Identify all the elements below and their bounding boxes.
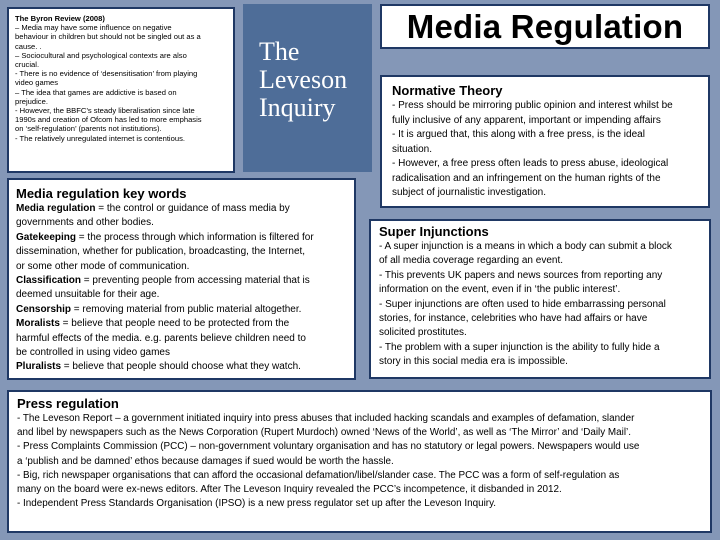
keyword-definition: = the control or guidance of mass media by	[95, 203, 290, 214]
byron-line: crucial.	[15, 60, 40, 70]
byron-line: - However, the BBFC’s steady liberalisation since late	[15, 106, 195, 116]
keyword-line: governments and other bodies.	[16, 217, 154, 229]
leveson-logo-text	[259, 38, 347, 122]
press-regulation-heading: Press regulation	[17, 396, 119, 411]
press-regulation-body	[17, 412, 702, 511]
byron-review-lines	[15, 23, 227, 143]
normative-line: situation.	[392, 143, 433, 155]
leveson-logo-line: The	[259, 37, 300, 66]
super-line: solicited prostitutes.	[379, 327, 467, 339]
super-injunctions-panel	[369, 219, 711, 379]
super-line: - A super injunction is a means in which a body can submit a block	[379, 241, 672, 252]
super-line: stories, for instance, celebrities who have had affairs or have	[379, 313, 648, 325]
press-regulation-panel	[7, 390, 712, 533]
normative-theory-panel	[380, 75, 710, 208]
press-line: and libel by newspapers such as the News Corporation (Rupert Murdoch) owned ‘News of the World’, as well as ‘The Mirror’ and ‘Daily Mail’.	[17, 427, 631, 439]
leveson-inquiry-logo	[243, 4, 372, 172]
press-line: - Big, rich newspaper organisations that can afford the occasional defamation/libel/slander case. The PCC was a form of self-regulation as	[17, 469, 620, 481]
byron-line: behaviour in children but should not be singled out as a	[15, 32, 201, 42]
keyword-line	[16, 202, 347, 216]
page-title-box	[380, 4, 710, 49]
leveson-logo-line: Inquiry	[259, 93, 336, 122]
keyword-line: harmful effects of the media. e.g. parents believe children need to	[16, 332, 306, 344]
keyword-line: or some other mode of communication.	[16, 260, 190, 272]
byron-line: - The relatively unregulated internet is contentious.	[15, 133, 185, 143]
normative-line: fully inclusive of any apparent, important or impending affairs	[392, 114, 661, 126]
byron-line: – The idea that games are addictive is based on	[15, 87, 177, 97]
keyword-line	[16, 360, 347, 374]
keyword-definition: = believe that people should choose what they watch.	[61, 361, 301, 373]
keyword-definition: = removing material from public material altogether.	[71, 303, 302, 315]
super-line: - This prevents UK papers and news sources from reporting any	[379, 269, 663, 281]
page-title: Media Regulation	[406, 8, 684, 45]
press-line: - Independent Press Standards Organisation (IPSO) is a new press regulator set up after the Leveson Inquiry.	[17, 498, 497, 510]
keyword-line: be controlled in using video games	[16, 347, 170, 359]
press-line: many on the board were ex-news editors. After The Leveson Inquiry revealed the PCC’s incompetence, it disbanded in 2012.	[17, 484, 562, 496]
normative-line: - It is argued that, this along with a free press, is the ideal	[392, 129, 645, 140]
super-line: - Super injunctions are often used to hide embarrassing personal	[379, 298, 666, 310]
normative-theory-body	[392, 99, 698, 201]
byron-line: video games	[15, 78, 59, 88]
byron-review-title: The Byron Review (2008)	[15, 14, 105, 23]
keyword-term: Moralists	[16, 318, 60, 330]
keyword-definition: = believe that people need to be protected from the	[59, 318, 290, 330]
key-words-body	[16, 202, 347, 375]
super-injunctions-body	[379, 240, 701, 370]
keyword-line	[16, 274, 347, 288]
super-line: story in this social media era is impossible.	[379, 356, 568, 368]
super-line: information on the event, even if in ‘the public interest’.	[379, 284, 621, 296]
press-line: - Press Complaints Commission (PCC) – non-government voluntary organisation and has no statutory or legal powers. Newspapers would use	[17, 441, 640, 453]
keyword-term: Pluralists	[16, 361, 62, 373]
keyword-line: deemed unsuitable for their age.	[16, 289, 160, 301]
byron-line: prejudice.	[15, 96, 48, 106]
normative-line: - Press should be mirroring public opinion and interest whilst be	[392, 100, 673, 111]
normative-line: subject of journalistic investigation.	[392, 187, 546, 198]
keyword-line: dissemination, whether for publication, broadcasting, the Internet,	[16, 246, 306, 258]
keyword-term: Gatekeeping	[16, 231, 77, 243]
key-words-heading: Media regulation key words	[16, 186, 187, 201]
byron-line: - There is no evidence of ‘desensitisation’ from playing	[15, 69, 198, 79]
byron-line: – Media may have some influence on negative	[15, 23, 172, 33]
keyword-line	[16, 303, 347, 317]
byron-line: on ‘self-regulation’ (parents not institutions).	[15, 124, 162, 134]
byron-line: 1990s and creation of Ofcom has led to more emphasis	[15, 115, 202, 125]
normative-line: radicalisation and an infringement on the human rights of the	[392, 172, 661, 184]
super-line: - The problem with a super injunction is the ability to fully hide a	[379, 341, 660, 353]
super-injunctions-heading: Super Injunctions	[379, 224, 489, 239]
keyword-definition: = the process through which information is filtered for	[76, 231, 314, 243]
key-words-panel	[7, 178, 356, 380]
byron-review-panel	[7, 7, 235, 173]
byron-line: – Sociocultural and psychological contexts are also	[15, 50, 187, 60]
normative-theory-heading: Normative Theory	[392, 83, 503, 98]
keyword-definition: = preventing people from accessing material that is	[81, 275, 310, 287]
press-line: a ‘publish and be damned’ ethos because damages if sued would be worth the hassle.	[17, 455, 394, 467]
keyword-line	[16, 231, 347, 245]
leveson-logo-line: Leveson	[259, 65, 348, 94]
keyword-term: Censorship	[16, 303, 72, 315]
byron-line: cause. .	[15, 41, 42, 51]
normative-line: - However, a free press often leads to press abuse, ideological	[392, 158, 669, 169]
keyword-term: Media regulation	[16, 203, 96, 214]
keyword-line	[16, 317, 347, 331]
press-line: - The Leveson Report – a government initiated inquiry into press abuses that included hacking scandals and examples of defamation, slander	[17, 413, 635, 424]
keyword-term: Classification	[16, 275, 82, 287]
super-line: of all media coverage regarding an event.	[379, 255, 564, 267]
